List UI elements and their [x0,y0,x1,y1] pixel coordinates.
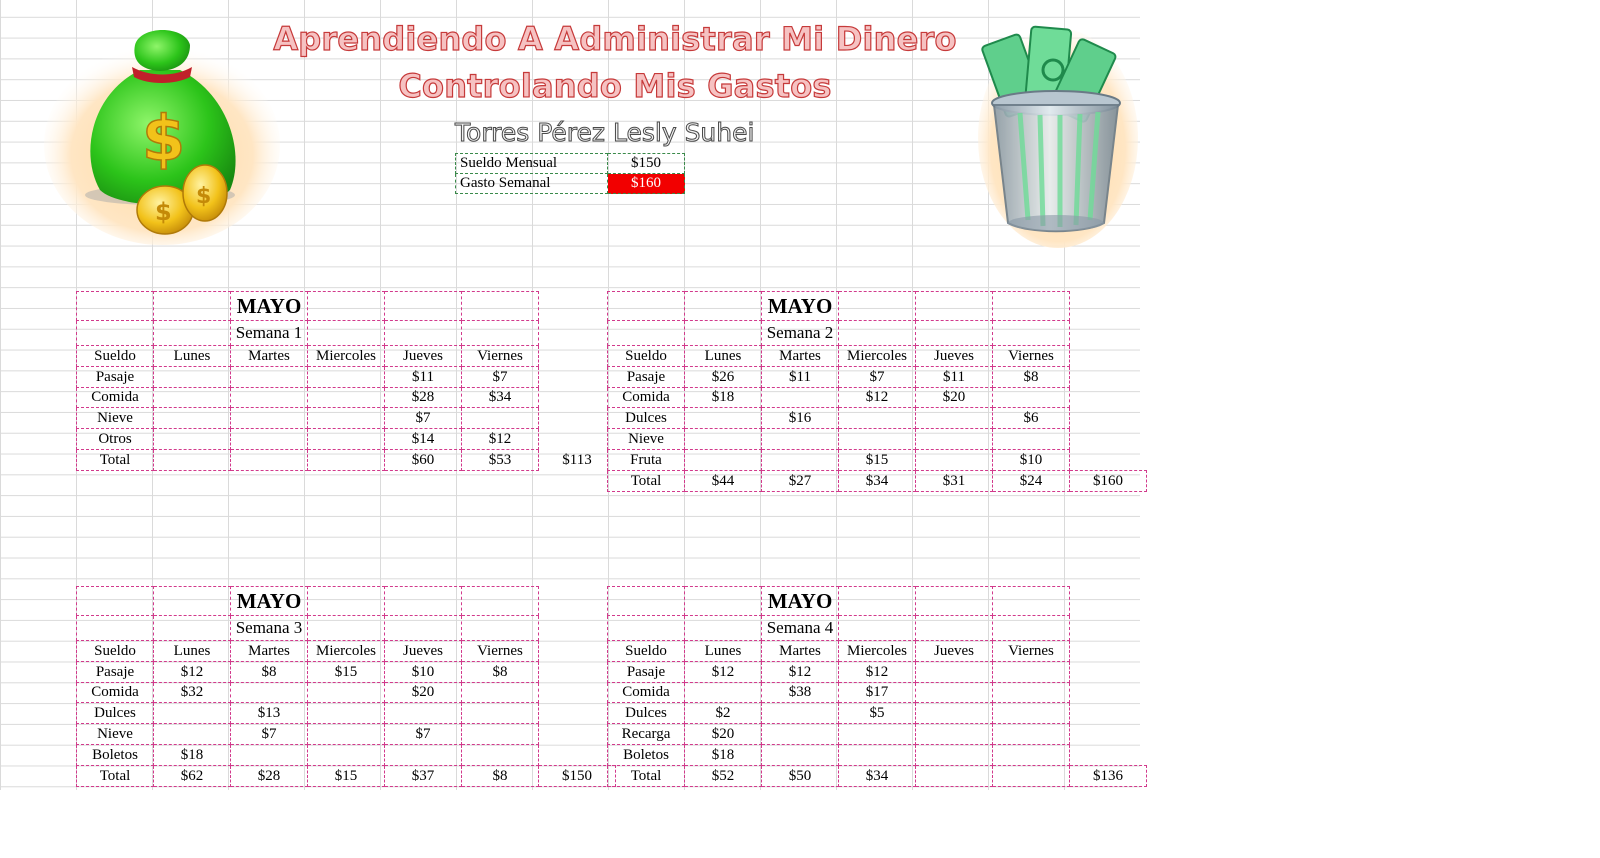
cell[interactable]: $8 [462,661,539,682]
cell[interactable]: Nieve [77,724,154,745]
total-cell[interactable]: $28 [231,765,308,786]
author-name: Torres Pérez Lesly Suhei [455,118,755,147]
total-cell[interactable]: $50 [762,765,839,786]
cell[interactable]: $12 [154,661,231,682]
table-row [608,387,1147,408]
cell[interactable] [77,292,154,321]
cell[interactable] [231,682,308,703]
cell[interactable] [839,616,916,641]
cell[interactable]: Nieve [608,429,685,450]
header-cell[interactable]: Sueldo [608,346,685,367]
cell[interactable] [462,744,539,765]
cell[interactable]: Dulces [77,703,154,724]
cell[interactable] [685,682,762,703]
cell[interactable]: $16 [762,408,839,429]
week-label[interactable]: Semana 2 [762,321,839,346]
cell[interactable] [462,616,539,641]
cell[interactable]: $10 [385,661,462,682]
total-row [608,470,1147,491]
header-row [77,641,616,662]
header-row [608,641,1147,662]
cell[interactable]: $20 [385,682,462,703]
cell[interactable] [993,387,1070,408]
cell[interactable]: Nieve [77,408,154,429]
cell[interactable] [385,292,462,321]
summary-table [455,153,685,194]
header-cell[interactable]: Martes [762,641,839,662]
cell[interactable] [154,429,231,450]
week-1-table [76,291,616,471]
cell[interactable]: $18 [685,744,762,765]
table-row [608,724,1147,745]
title-line-1: Aprendiendo A Administrar Mi Dinero [273,20,957,58]
week-4-table [607,586,1147,787]
cell[interactable] [308,587,385,616]
svg-text:$: $ [196,184,212,209]
table-row [77,387,616,408]
header-cell[interactable]: Viernes [462,641,539,662]
total-cell[interactable]: $44 [685,470,762,491]
cell[interactable]: Recarga [608,724,685,745]
cell[interactable]: $12 [762,661,839,682]
cell[interactable]: Pasaje [608,366,685,387]
cell[interactable]: $11 [762,366,839,387]
cell[interactable] [993,703,1070,724]
cell[interactable] [993,682,1070,703]
cell[interactable] [993,616,1070,641]
gasto-label[interactable]: Gasto Semanal [456,174,608,194]
cell[interactable] [839,429,916,450]
cell[interactable] [231,744,308,765]
sueldo-value[interactable]: $150 [608,154,685,174]
cell[interactable] [462,682,539,703]
cell[interactable]: Pasaje [608,661,685,682]
cell[interactable] [762,387,839,408]
grand-total[interactable]: $136 [1070,765,1147,786]
cell[interactable]: $7 [462,366,539,387]
total-row [77,765,616,786]
cell[interactable] [685,449,762,470]
cell[interactable] [916,408,993,429]
cell[interactable]: $20 [916,387,993,408]
header-cell[interactable]: Lunes [154,641,231,662]
cell[interactable] [608,616,685,641]
sueldo-label[interactable]: Sueldo Mensual [456,154,608,174]
table-row [608,408,1147,429]
cell[interactable]: Dulces [608,408,685,429]
cell[interactable]: $32 [154,682,231,703]
cell[interactable]: Boletos [77,744,154,765]
table-row [608,429,1147,450]
cell[interactable] [916,449,993,470]
svg-text:$: $ [155,198,172,226]
cell[interactable] [308,703,385,724]
cell[interactable] [462,703,539,724]
header-cell[interactable]: Martes [231,641,308,662]
total-cell[interactable]: $62 [154,765,231,786]
total-cell[interactable]: Total [608,470,685,491]
header-cell[interactable]: Viernes [993,641,1070,662]
cell[interactable] [154,387,231,408]
header-cell[interactable]: Martes [762,346,839,367]
cell[interactable] [608,321,685,346]
cell[interactable]: $34 [462,387,539,408]
cell[interactable] [839,724,916,745]
cell[interactable]: $13 [231,703,308,724]
table-row [77,744,616,765]
cell[interactable]: Dulces [608,703,685,724]
cell[interactable] [385,616,462,641]
cell[interactable] [308,408,385,429]
cell[interactable] [685,429,762,450]
month-header[interactable]: MAYO [231,587,308,616]
cell[interactable]: Fruta [608,449,685,470]
cell[interactable]: $7 [231,724,308,745]
cell[interactable]: $12 [839,387,916,408]
cell[interactable] [385,744,462,765]
cell[interactable] [385,321,462,346]
header-cell[interactable]: Miercoles [308,346,385,367]
month-header[interactable]: MAYO [762,292,839,321]
cell[interactable] [839,292,916,321]
cell[interactable] [154,321,231,346]
header-cell[interactable]: Miercoles [839,346,916,367]
week-3-table [76,586,616,787]
cell[interactable] [231,387,308,408]
header-cell[interactable]: Miercoles [308,641,385,662]
cell[interactable] [385,587,462,616]
header-cell[interactable]: Sueldo [608,641,685,662]
table-row [608,682,1147,703]
title-line-2: Controlando Mis Gastos [398,67,832,105]
grand-total[interactable]: $113 [562,451,592,468]
cell[interactable]: $8 [993,366,1070,387]
table-row [608,449,1147,470]
cell[interactable] [762,449,839,470]
table-row [77,661,616,682]
cell[interactable]: $2 [685,703,762,724]
table-row [608,703,1147,724]
total-row [608,765,1147,786]
cell[interactable] [839,587,916,616]
cell[interactable]: $18 [685,387,762,408]
total-cell[interactable]: Total [77,765,154,786]
cell[interactable]: Pasaje [77,661,154,682]
cell[interactable] [762,703,839,724]
cell[interactable] [77,321,154,346]
cell[interactable] [916,321,993,346]
cell[interactable] [685,587,762,616]
cell[interactable]: $20 [685,724,762,745]
cell[interactable]: $12 [685,661,762,682]
cell[interactable] [308,292,385,321]
header-cell[interactable]: Lunes [154,346,231,367]
cell[interactable]: $12 [462,429,539,450]
header-cell[interactable]: Miercoles [839,641,916,662]
cell[interactable]: $7 [385,724,462,745]
cell[interactable] [916,682,993,703]
cell[interactable] [762,744,839,765]
header-cell[interactable]: Jueves [385,346,462,367]
cell[interactable]: $18 [154,744,231,765]
cell[interactable] [462,408,539,429]
total-cell[interactable]: Total [608,765,685,786]
cell[interactable]: Comida [77,682,154,703]
table-row [77,366,616,387]
cell[interactable] [685,321,762,346]
cell[interactable]: Comida [77,387,154,408]
cell[interactable]: $7 [839,366,916,387]
cell[interactable] [839,321,916,346]
total-cell[interactable]: $24 [993,470,1070,491]
cell[interactable] [308,387,385,408]
cell[interactable] [462,321,539,346]
cell[interactable] [762,724,839,745]
cell[interactable] [385,703,462,724]
cell[interactable] [685,408,762,429]
total-cell[interactable]: $37 [385,765,462,786]
cell[interactable] [993,587,1070,616]
total-cell[interactable]: $31 [916,470,993,491]
header-cell[interactable]: Lunes [685,641,762,662]
cell[interactable]: $8 [231,661,308,682]
cell[interactable]: $26 [685,366,762,387]
cell[interactable]: Otros [77,429,154,450]
header-row [608,346,1147,367]
table-row [77,408,616,429]
table-row [608,366,1147,387]
cell[interactable] [993,429,1070,450]
total-cell[interactable]: $8 [462,765,539,786]
total-cell[interactable] [308,449,385,470]
grand-total[interactable]: $160 [1070,470,1147,491]
header-cell[interactable]: Viernes [993,346,1070,367]
cell[interactable] [154,587,231,616]
cell[interactable]: $7 [385,408,462,429]
cell[interactable] [685,292,762,321]
cell[interactable] [993,661,1070,682]
total-cell[interactable] [916,765,993,786]
cell[interactable] [308,682,385,703]
header-cell[interactable]: Jueves [916,641,993,662]
month-header[interactable]: MAYO [762,587,839,616]
cell[interactable]: Pasaje [77,366,154,387]
month-header[interactable]: MAYO [231,292,308,321]
total-cell[interactable]: $52 [685,765,762,786]
table-row [608,744,1147,765]
cell[interactable] [154,703,231,724]
header-cell[interactable]: Viernes [462,346,539,367]
cell[interactable] [916,744,993,765]
total-cell[interactable]: $27 [762,470,839,491]
cell[interactable]: Comida [608,387,685,408]
total-cell[interactable]: $34 [839,470,916,491]
total-cell[interactable] [154,449,231,470]
cell[interactable]: $6 [993,408,1070,429]
cell[interactable]: $14 [385,429,462,450]
cell[interactable]: $15 [839,449,916,470]
cell[interactable] [916,292,993,321]
cell[interactable] [993,744,1070,765]
cell[interactable] [839,408,916,429]
total-cell[interactable] [993,765,1070,786]
header-cell[interactable]: Lunes [685,346,762,367]
cell[interactable]: Comida [608,682,685,703]
header-cell[interactable]: Martes [231,346,308,367]
summary-row-gasto [456,174,685,194]
cell[interactable] [154,616,231,641]
cell[interactable] [231,366,308,387]
cell[interactable] [993,292,1070,321]
table-row [608,661,1147,682]
total-row [77,449,616,470]
grand-total[interactable]: $150 [539,765,616,786]
cell[interactable] [308,429,385,450]
header-row [77,346,616,367]
cell[interactable]: $10 [993,449,1070,470]
week-label[interactable]: Semana 3 [231,616,308,641]
cell[interactable]: Boletos [608,744,685,765]
cell[interactable] [916,616,993,641]
header-cell[interactable]: Jueves [916,346,993,367]
cell[interactable] [839,744,916,765]
table-row [77,682,616,703]
cell[interactable] [916,724,993,745]
total-cell[interactable]: Total [77,449,154,470]
week-label[interactable]: Semana 4 [762,616,839,641]
cell[interactable] [608,587,685,616]
cell[interactable]: $11 [385,366,462,387]
cell[interactable] [916,429,993,450]
cell[interactable] [462,587,539,616]
cell[interactable] [462,724,539,745]
cell[interactable] [308,724,385,745]
cell[interactable]: $12 [839,661,916,682]
cell[interactable] [916,661,993,682]
cell[interactable] [993,321,1070,346]
cell[interactable]: $11 [916,366,993,387]
header-cell[interactable]: Sueldo [77,346,154,367]
cell[interactable] [308,616,385,641]
cell[interactable] [916,703,993,724]
cell[interactable] [608,292,685,321]
cell[interactable] [154,292,231,321]
header-cell[interactable]: Jueves [385,641,462,662]
cell[interactable] [154,724,231,745]
cell[interactable]: $5 [839,703,916,724]
summary-row-sueldo [456,154,685,174]
cell[interactable] [308,321,385,346]
cell[interactable]: $38 [762,682,839,703]
cell[interactable] [77,616,154,641]
table-row [77,429,616,450]
cell[interactable] [77,587,154,616]
cell[interactable] [231,429,308,450]
cell[interactable] [762,429,839,450]
cell[interactable]: $15 [308,661,385,682]
cell[interactable] [993,724,1070,745]
cell[interactable] [154,408,231,429]
cell[interactable] [685,616,762,641]
cell[interactable] [916,587,993,616]
total-cell[interactable]: $60 [385,449,462,470]
svg-text:$: $ [142,102,186,175]
cell[interactable]: $28 [385,387,462,408]
cell[interactable] [308,366,385,387]
gasto-value[interactable]: $160 [608,174,685,194]
total-cell[interactable]: $34 [839,765,916,786]
cell[interactable]: $17 [839,682,916,703]
header-cell[interactable]: Sueldo [77,641,154,662]
table-row [77,703,616,724]
cell[interactable] [308,744,385,765]
total-cell[interactable] [231,449,308,470]
week-2-table [607,291,1147,492]
cell[interactable] [462,292,539,321]
cell[interactable] [154,366,231,387]
total-cell[interactable]: $15 [308,765,385,786]
week-label[interactable]: Semana 1 [231,321,308,346]
table-row [77,724,616,745]
cell[interactable] [231,408,308,429]
total-cell[interactable]: $53 [462,449,539,470]
